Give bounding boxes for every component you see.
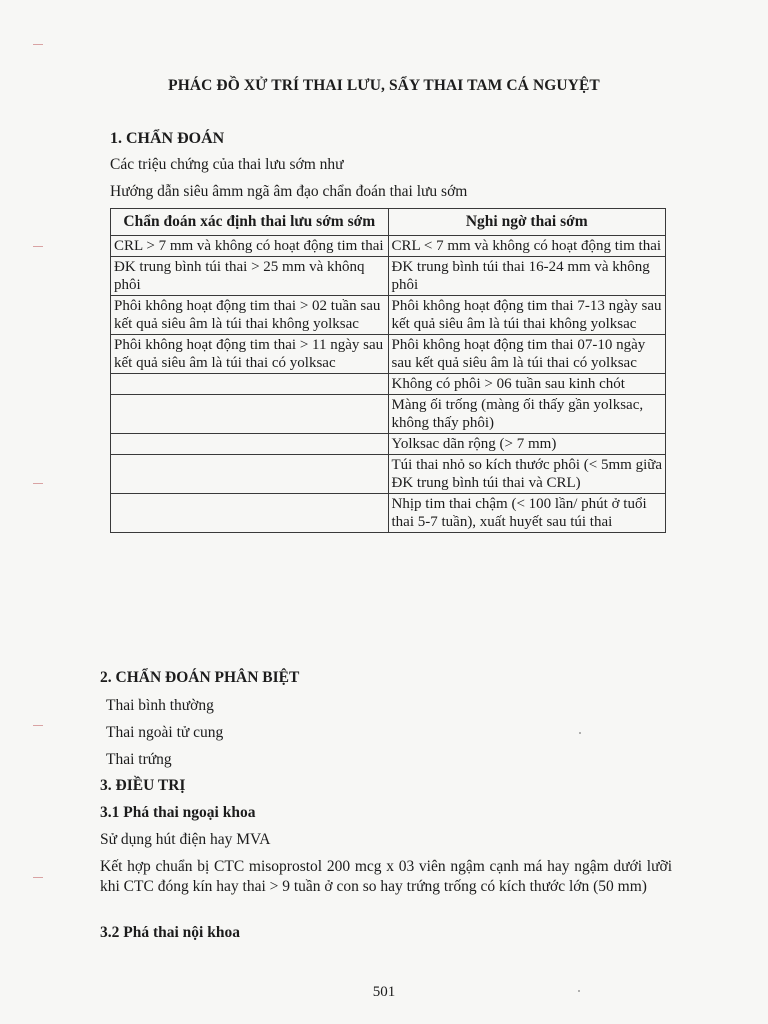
section-3-heading: 3. ĐIỀU TRỊ [100,777,186,794]
table-cell: Phôi không hoạt động tim thai 07-10 ngày sau kết quả siêu âm là túi thai có yolksac [388,335,666,374]
page-number: 501 [372,984,396,1000]
table-cell [111,455,389,494]
table-header-suspected: Nghi ngờ thai sớm [388,209,666,236]
scan-mark [33,725,43,726]
table-cell [111,494,389,533]
table-cell: Màng ối trống (màng ối thấy gần yolksac, không thấy phôi) [388,395,666,434]
subsection-3-1-paragraph: Kết hợp chuẩn bị CTC misoprostol 200 mcg x 03 viên ngậm cạnh má hay ngậm dưới lưỡi khi CTC đóng kín hay thai > 9 tuần ở con so hay trứng trống có kích thước lớn (50 mm) [100,858,672,895]
section-2-heading: 2. CHẨN ĐOÁN PHÂN BIỆT [100,669,300,686]
table-cell [111,434,389,455]
section-1-line-2: Hướng dẫn siêu âmm ngã âm đạo chẩn đoán thai lưu sớm [110,183,468,200]
section-1-line-1: Các triệu chứng của thai lưu sớm như [110,156,344,173]
table-cell: Túi thai nhỏ so kích thước phôi (< 5mm giữa ĐK trung bình túi thai và CRL) [388,455,666,494]
table-cell: Không có phôi > 06 tuần sau kinh chót [388,374,666,395]
table-row [111,494,666,533]
subsection-3-1-line: Sử dụng hút điện hay MVA [100,831,271,848]
table-header-confirmed: Chẩn đoán xác định thai lưu sớm sớm [111,209,389,236]
subsection-3-1-heading: 3.1 Phá thai ngoại khoa [100,804,256,821]
table-cell: Phôi không hoạt động tim thai > 11 ngày sau kết quả siêu âm là túi thai có yolksac [111,335,389,374]
table-cell: CRL < 7 mm và không có hoạt động tim thai [388,236,666,257]
section-1-heading: 1. CHẨN ĐOÁN [110,130,225,147]
table-row [111,257,666,296]
scan-mark [33,246,43,247]
table-cell: Nhịp tim thai chậm (< 100 lần/ phút ở tuổi thai 5-7 tuần), xuất huyết sau túi thai [388,494,666,533]
scan-mark [33,877,43,878]
scan-speck [579,732,581,734]
differential-item: Thai bình thường [106,697,214,714]
differential-item: Thai ngoài tử cung [106,724,224,741]
table-cell [111,374,389,395]
table-cell: Yolksac dãn rộng (> 7 mm) [388,434,666,455]
table-row [111,395,666,434]
table-row [111,236,666,257]
table-cell: CRL > 7 mm và không có hoạt động tim thai [111,236,389,257]
table-row [111,296,666,335]
table-cell: Phôi không hoạt động tim thai 7-13 ngày sau kết quả siêu âm là túi thai không yolksac [388,296,666,335]
table-row [111,434,666,455]
table-row [111,374,666,395]
table-row [111,455,666,494]
table-cell: Phôi không hoạt động tim thai > 02 tuần sau kết quả siêu âm là túi thai không yolksac [111,296,389,335]
subsection-3-2-heading: 3.2 Phá thai nội khoa [100,924,240,941]
table-header-row [111,209,666,236]
table-cell: ĐK trung bình túi thai 16-24 mm và không phôi [388,257,666,296]
document-title: PHÁC ĐỒ XỬ TRÍ THAI LƯU, SẨY THAI TAM CÁ NGUYỆT [168,77,600,94]
differential-item: Thai trứng [106,751,172,768]
table-cell: ĐK trung bình túi thai > 25 mm và khônq phôi [111,257,389,296]
table-cell [111,395,389,434]
table-row [111,335,666,374]
diagnosis-table [110,208,666,533]
scan-mark [33,483,43,484]
scan-mark [33,44,43,45]
